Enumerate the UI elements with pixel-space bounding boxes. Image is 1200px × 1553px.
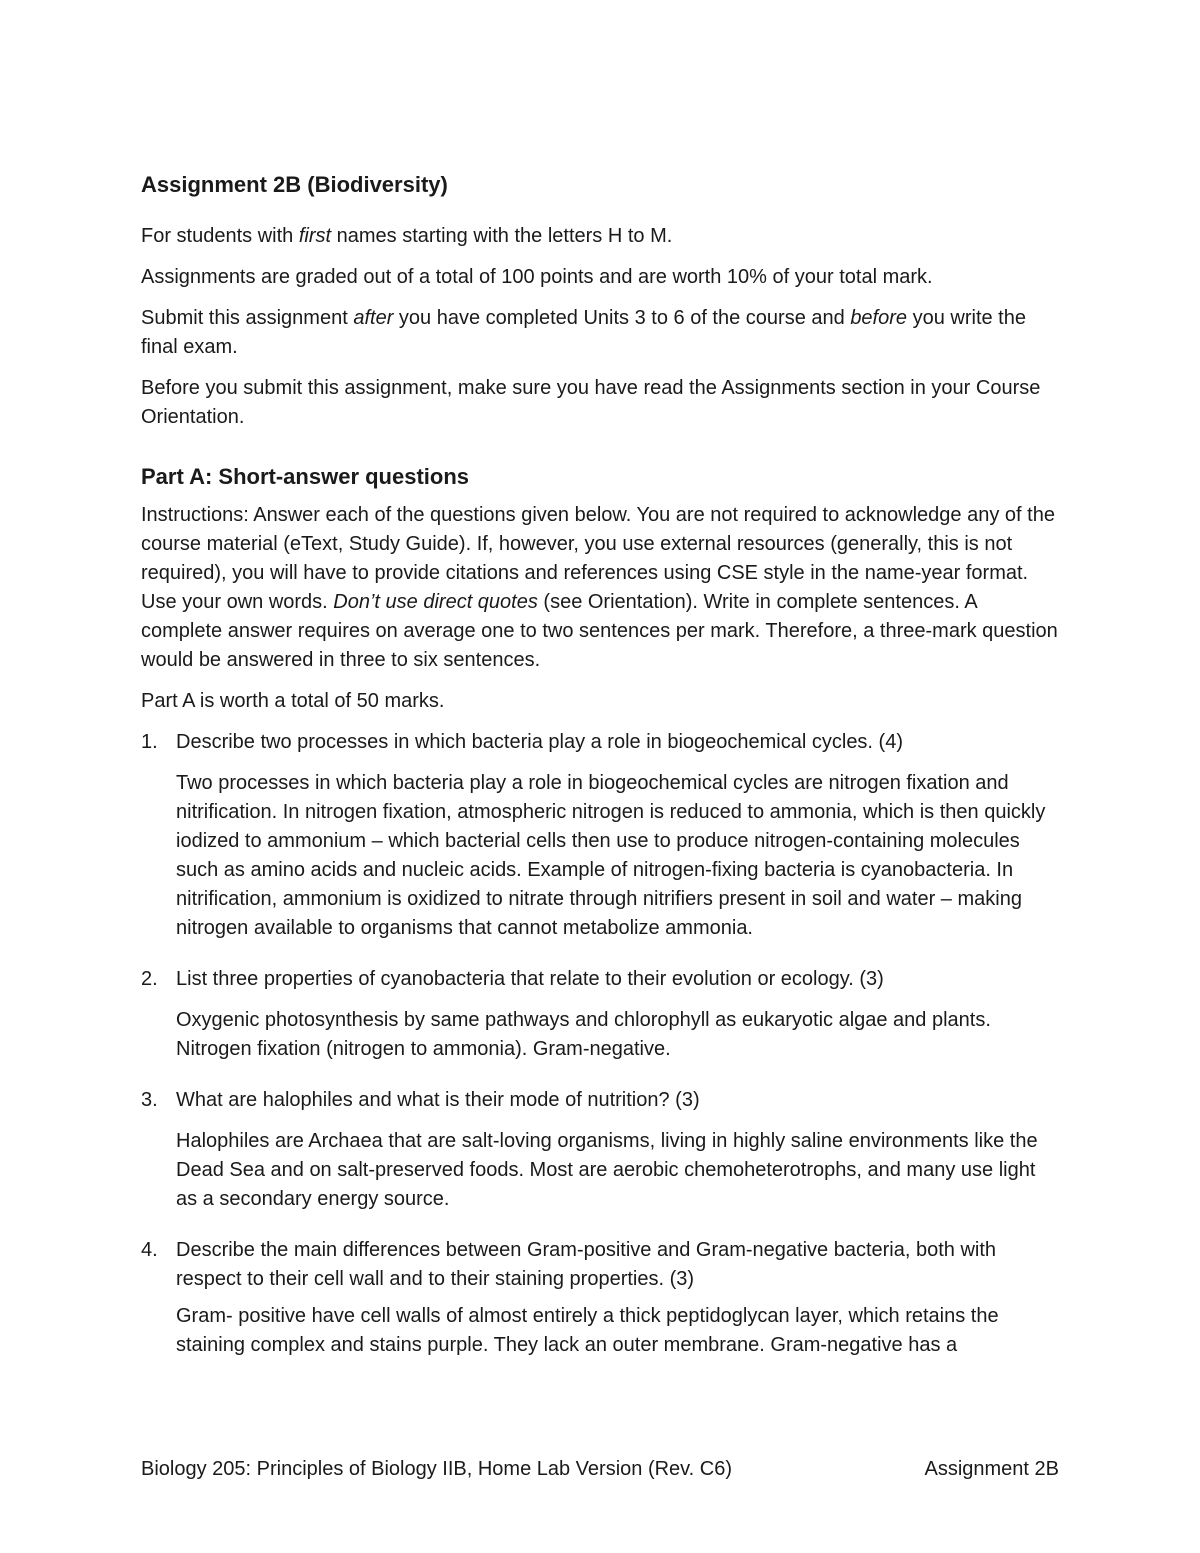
answer-text: Halophiles are Archaea that are salt-loving organisms, living in highly saline environments like the Dead Sea and on salt-preserved foods. Most are aerobic chemoheterotrophs, and many use light as a secondary energy source. [176,1130,1038,1210]
question-number: 3. [141,1089,158,1111]
question-4 [141,1236,1061,1360]
footer-assignment-label: Assignment 2B [924,1458,1059,1480]
question-text: Describe two processes in which bacteria play a role in biogeochemical cycles. (4) [176,731,903,753]
intro-audience-text: For students with [141,225,299,247]
intro-submission-text: Submit this assignment [141,307,354,329]
intro-audience-text-end: names starting with the letters H to M. [331,225,673,247]
question-3 [141,1086,1061,1214]
instructions-emphasis: Don’t use direct quotes [333,591,538,613]
intro-submission-text-end: you write the final exam. [141,307,1026,358]
question-number: 2. [141,968,158,990]
intro-orientation: Before you submit this assignment, make sure you have read the Assignments section in your Course Orientation. [141,377,1041,428]
question-2 [141,965,1061,1064]
intro-audience [141,222,1061,251]
page-title: Assignment 2B (Biodiversity) [141,172,448,197]
section-heading-part-a: Part A: Short-answer questions [141,464,470,489]
question-text: What are halophiles and what is their mode of nutrition? (3) [176,1089,700,1111]
part-a-instructions [141,501,1061,675]
question-text: Describe the main differences between Gram-positive and Gram-negative bacteria, both with respect to their cell wall and to their staining properties. (3) [176,1239,997,1290]
answer-text: Oxygenic photosynthesis by same pathways and chlorophyll as eukaryotic algae and plants. Nitrogen fixation (nitrogen to ammonia). Gram-negative. [176,1009,991,1060]
intro-submission-emphasis-after: after [353,307,394,329]
page-footer [141,1455,1059,1484]
intro-submission-emphasis-before: before [850,307,908,329]
answer-text: Gram- positive have cell walls of almost entirely a thick peptidoglycan layer, which retains the staining complex and stains purple. They lack an outer membrane. Gram-negative has a [176,1305,999,1356]
answer-text: Two processes in which bacteria play a role in biogeochemical cycles are nitrogen fixation and nitrification. In nitrogen fixation, atmospheric nitrogen is reduced to ammonia, which is then quickly iodized to ammonium – which bacterial cells then use to produce nitrogen-containing molecules such as amino acids and nucleic acids. Example of nitrogen-fixing bacteria is cyanobacteria. In nitrification, ammonium is oxidized to nitrate through nitrifiers present in soil and water – making nitrogen available to organisms that cannot metabolize ammonia. [176,772,1046,939]
part-a-worth: Part A is worth a total of 50 marks. [141,690,445,712]
intro-submission-text-mid: you have completed Units 3 to 6 of the course and [393,307,851,329]
intro-grading: Assignments are graded out of a total of 100 points and are worth 10% of your total mark. [141,266,933,288]
intro-audience-emphasis: first [298,225,332,247]
instructions-text: Instructions: Answer each of the questions given below. You are not required to acknowledge any of the course material (eText, Study Guide). If, however, you use external resources (generally, this is not required), you will have to provide citations and references using CSE style in the name-year format. Use your own words. [141,504,1055,613]
document-page [141,170,1061,1372]
footer-course-title: Biology 205: Principles of Biology IIB, Home Lab Version (Rev. C6) [141,1458,733,1480]
intro-submission [141,304,1061,362]
question-1 [141,728,1061,943]
question-number: 4. [141,1239,158,1261]
question-number: 1. [141,731,158,753]
instructions-text-end: (see Orientation). Write in complete sentences. A complete answer requires on average one to two sentences per mark. Therefore, a three-mark question would be answered in three to six sentences. [141,591,1058,671]
question-text: List three properties of cyanobacteria that relate to their evolution or ecology. (3) [176,968,884,990]
